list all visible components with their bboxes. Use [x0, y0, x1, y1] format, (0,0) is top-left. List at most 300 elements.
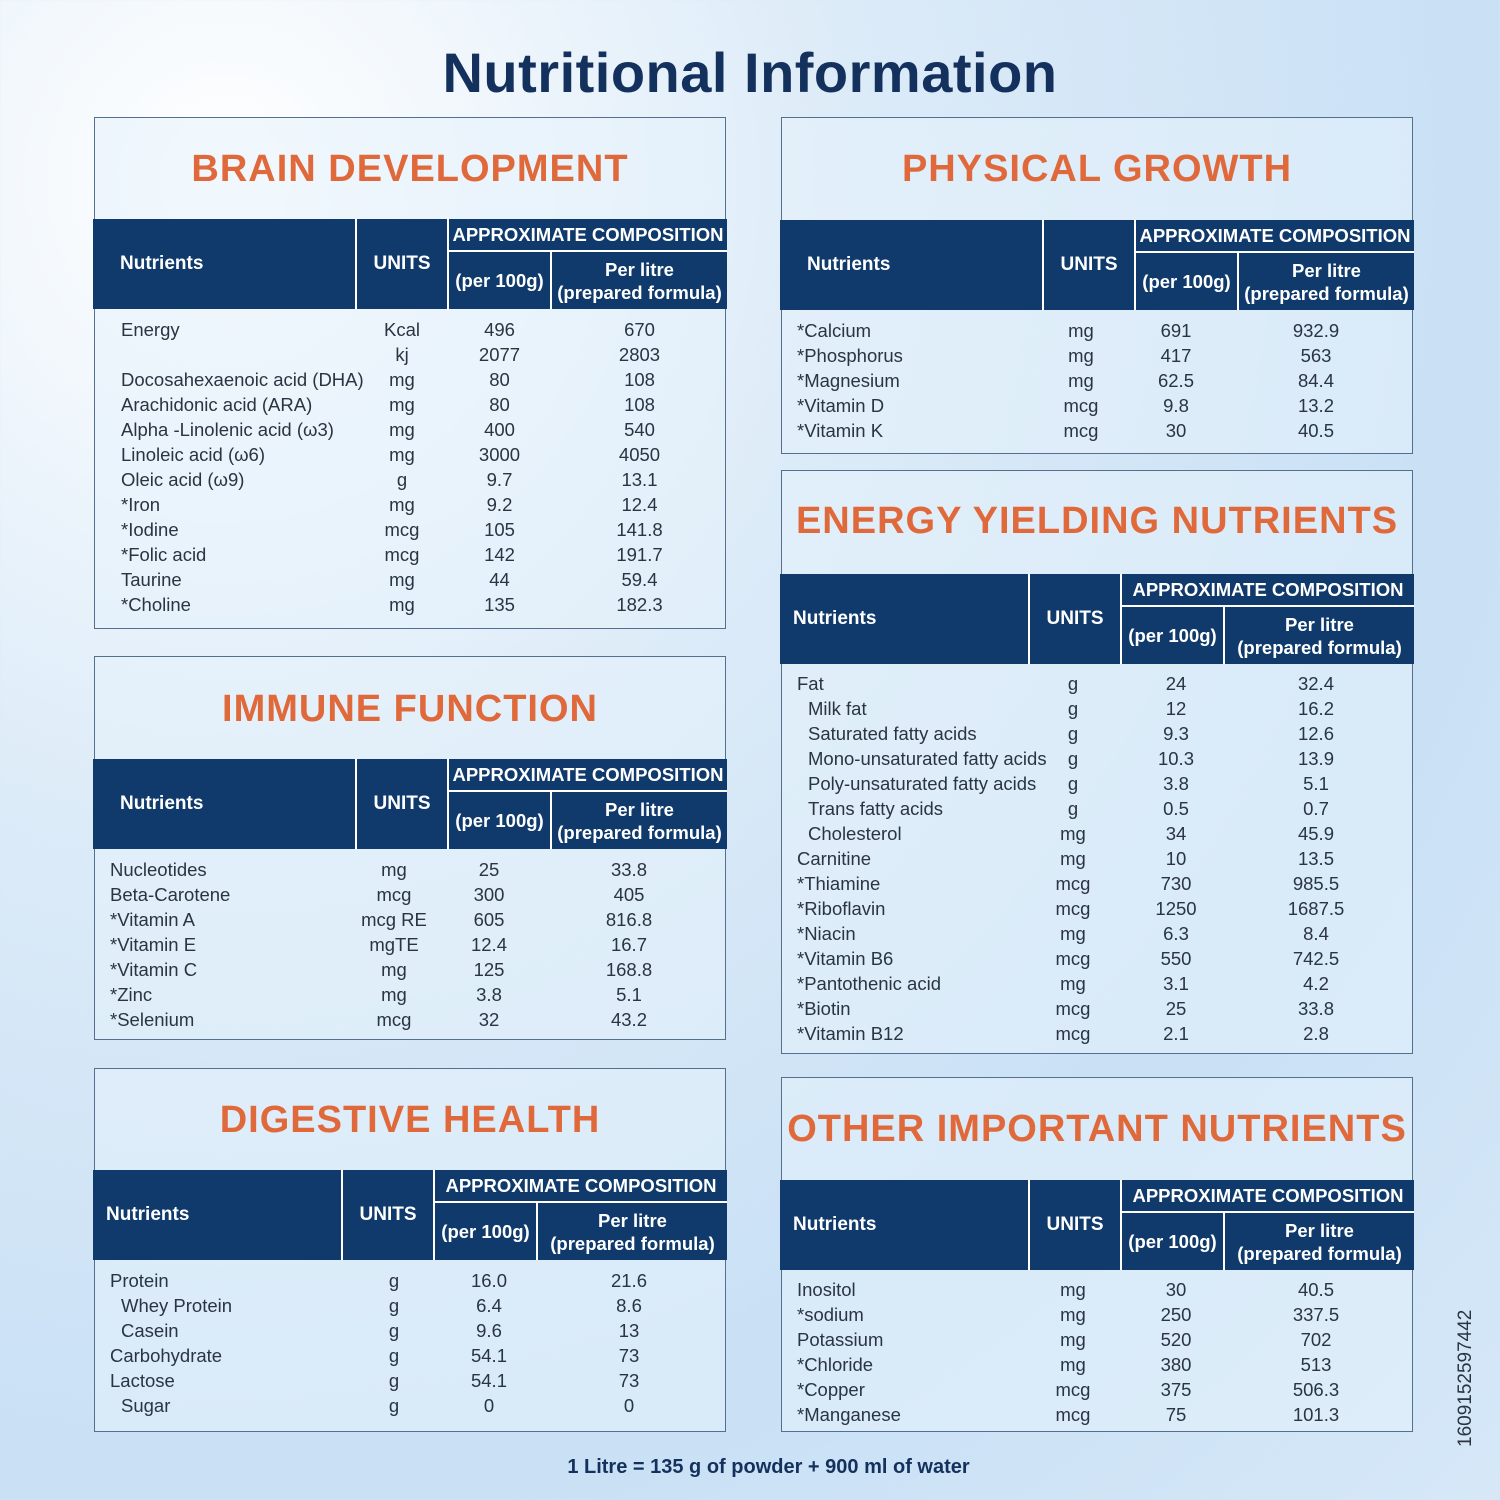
side-barcode-number: 1609152597442 [1455, 1310, 1476, 1448]
per100g-cell: 496 [484, 319, 515, 340]
unit-cell: mg [1060, 823, 1086, 844]
unit-cell: mg [389, 494, 415, 515]
unit-cell: mg [381, 859, 407, 880]
table-row [94, 909, 726, 934]
unit-cell: mg [1068, 345, 1094, 366]
per100g-cell: 605 [473, 909, 505, 930]
per100g-cell: 10 [1165, 848, 1187, 869]
table-row [94, 594, 726, 619]
perlitre-cell: 8.4 [1303, 923, 1329, 944]
header-perlitre-line2: (prepared formula) [1237, 636, 1402, 658]
nutrient-name: Docosahexaenoic acid (DHA) [121, 369, 364, 390]
per100g-cell: 32 [478, 1009, 500, 1030]
nutrient-name: Trans fatty acids [808, 798, 944, 819]
table-row [781, 1354, 1413, 1379]
nutrient-name: *Vitamin E [110, 934, 197, 955]
table-row [781, 1023, 1413, 1048]
nutrient-name: *Vitamin B6 [797, 948, 894, 969]
table-row [781, 798, 1413, 823]
table-row [94, 444, 726, 469]
table-row [781, 848, 1413, 873]
energy-yielding-title: ENERGY YIELDING NUTRIENTS [795, 500, 1399, 542]
unit-cell: mgTE [369, 934, 419, 955]
physical-growth-title: PHYSICAL GROWTH [901, 148, 1293, 190]
nutrient-name: Cholesterol [808, 823, 902, 844]
nutrient-name: Mono-unsaturated fatty acids [808, 748, 1047, 769]
table-row [781, 1404, 1413, 1429]
header-approx: APPROXIMATE COMPOSITION [447, 759, 727, 792]
table-row [94, 884, 726, 909]
per100g-cell: 3.8 [1163, 773, 1189, 794]
nutrient-name: *Choline [121, 594, 191, 615]
per100g-cell: 300 [473, 884, 505, 905]
table-row [94, 1395, 726, 1420]
table-row [781, 723, 1413, 748]
table-row [94, 1295, 726, 1320]
unit-cell: g [388, 1345, 400, 1366]
other-nutrients-title: OTHER IMPORTANT NUTRIENTS [787, 1108, 1407, 1150]
per100g-cell: 142 [484, 544, 515, 565]
table-row [94, 984, 726, 1009]
unit-cell: mcg [1063, 395, 1099, 416]
header-perlitre-line2: (prepared formula) [557, 281, 722, 303]
unit-cell: g [1067, 773, 1079, 794]
nutrient-name: *Vitamin B12 [797, 1023, 904, 1044]
nutrient-name: *Thiamine [797, 873, 881, 894]
header-units: UNITS [1028, 1180, 1120, 1270]
unit-cell: mcg [384, 519, 420, 540]
unit-cell: mcg [1055, 1404, 1091, 1425]
unit-cell: mcg [384, 544, 420, 565]
header-perlitre-line2: (prepared formula) [1237, 1242, 1402, 1264]
perlitre-cell: 43.2 [610, 1009, 647, 1030]
perlitre-cell: 13.5 [1297, 848, 1334, 869]
per100g-cell: 0.5 [1163, 798, 1189, 819]
table-row [94, 419, 726, 444]
nutrient-name: *Riboflavin [797, 898, 886, 919]
unit-cell: mcg [1055, 898, 1091, 919]
unit-cell: mg [389, 569, 415, 590]
nutrient-name: Casein [121, 1320, 179, 1341]
table-row [94, 1320, 726, 1345]
nutrient-name: *Niacin [797, 923, 856, 944]
unit-cell: mcg [1055, 1379, 1091, 1400]
unit-cell: mg [1060, 923, 1086, 944]
perlitre-cell: 40.5 [1297, 420, 1334, 441]
perlitre-cell: 13 [618, 1320, 640, 1341]
header-perlitre [550, 792, 727, 849]
table-row [94, 344, 726, 369]
per100g-cell: 12.4 [470, 934, 507, 955]
nutrient-name: *Zinc [110, 984, 153, 1005]
header-perlitre-line1: Per litre [605, 258, 674, 280]
digestive-table-body [94, 1270, 726, 1420]
header-units: UNITS [1028, 574, 1120, 664]
perlitre-cell: 13.9 [1297, 748, 1334, 769]
nutrient-name: Taurine [121, 569, 182, 590]
per100g-cell: 34 [1165, 823, 1187, 844]
unit-cell: mcg [1055, 1023, 1091, 1044]
unit-cell: mg [1060, 848, 1086, 869]
per100g-cell: 54.1 [470, 1345, 507, 1366]
header-perlitre-line2: (prepared formula) [1244, 282, 1409, 304]
perlitre-cell: 932.9 [1292, 320, 1340, 341]
per100g-cell: 24 [1165, 673, 1187, 694]
nutrient-name: Beta-Carotene [110, 884, 231, 905]
table-row [94, 959, 726, 984]
unit-cell: mcg [1055, 948, 1091, 969]
perlitre-cell: 16.2 [1297, 698, 1334, 719]
per100g-cell: 520 [1160, 1329, 1192, 1350]
table-row [94, 569, 726, 594]
digestive-health-title: DIGESTIVE HEALTH [219, 1099, 601, 1141]
header-perlitre-line1: Per litre [605, 798, 674, 820]
table-row [781, 1304, 1413, 1329]
header-perlitre-line1: Per litre [598, 1209, 667, 1231]
unit-cell: mg [389, 444, 415, 465]
perlitre-cell: 670 [624, 319, 655, 340]
physical-table-body [781, 320, 1413, 445]
per100g-cell: 730 [1160, 873, 1192, 894]
perlitre-cell: 13.2 [1297, 395, 1334, 416]
perlitre-cell: 337.5 [1292, 1304, 1340, 1325]
table-row [94, 369, 726, 394]
per100g-cell: 0 [483, 1395, 495, 1416]
per100g-cell: 550 [1160, 948, 1192, 969]
table-row [781, 345, 1413, 370]
header-perlitre-line2: (prepared formula) [550, 1232, 715, 1254]
perlitre-cell: 84.4 [1297, 370, 1334, 391]
unit-cell: mg [389, 369, 415, 390]
nutrient-name: Milk fat [808, 698, 867, 719]
table-row [781, 823, 1413, 848]
brain-table-header [93, 219, 727, 309]
header-approx: APPROXIMATE COMPOSITION [447, 219, 727, 252]
per100g-cell: 375 [1160, 1379, 1192, 1400]
nutrient-name: *Vitamin K [797, 420, 884, 441]
per100g-cell: 3.8 [476, 984, 502, 1005]
nutrient-name: Linoleic acid (ω6) [121, 444, 266, 465]
header-units: UNITS [355, 219, 447, 309]
table-row [94, 934, 726, 959]
nutrient-name: *Vitamin D [797, 395, 885, 416]
perlitre-cell: 8.6 [616, 1295, 642, 1316]
nutrient-name: Energy [121, 319, 180, 340]
perlitre-cell: 4050 [618, 444, 661, 465]
perlitre-cell: 32.4 [1297, 673, 1334, 694]
table-row [781, 998, 1413, 1023]
unit-cell: mcg [1055, 998, 1091, 1019]
table-row [781, 320, 1413, 345]
perlitre-cell: 506.3 [1292, 1379, 1340, 1400]
nutrient-name: *Vitamin C [110, 959, 198, 980]
unit-cell: mg [1060, 973, 1086, 994]
perlitre-cell: 33.8 [1297, 998, 1334, 1019]
perlitre-cell: 12.4 [621, 494, 658, 515]
header-nutrients: Nutrients [106, 1204, 190, 1225]
per100g-cell: 10.3 [1157, 748, 1194, 769]
table-row [94, 544, 726, 569]
header-nutrients: Nutrients [793, 1214, 877, 1235]
nutrient-name: *Calcium [797, 320, 872, 341]
unit-cell: g [388, 1395, 400, 1416]
per100g-cell: 44 [489, 569, 510, 590]
nutrient-name: Inositol [797, 1279, 856, 1300]
per100g-cell: 417 [1160, 345, 1192, 366]
nutrient-name: Sugar [121, 1395, 171, 1416]
per100g-cell: 80 [489, 369, 510, 390]
perlitre-cell: 13.1 [621, 469, 658, 490]
unit-cell: Kcal [384, 319, 420, 340]
unit-cell: g [1067, 748, 1079, 769]
unit-cell: mcg [1055, 873, 1091, 894]
header-perlitre [550, 252, 727, 309]
nutrient-name: Protein [110, 1270, 169, 1291]
unit-cell: mg [1060, 1279, 1086, 1300]
unit-cell: g [1067, 698, 1079, 719]
header-approx: APPROXIMATE COMPOSITION [433, 1170, 727, 1203]
nutrient-name: Whey Protein [121, 1295, 233, 1316]
table-row [781, 748, 1413, 773]
per100g-cell: 691 [1160, 320, 1192, 341]
perlitre-cell: 141.8 [616, 519, 663, 540]
perlitre-cell: 108 [624, 394, 655, 415]
immune-table-body [94, 859, 726, 1034]
unit-cell: mg [389, 394, 415, 415]
per100g-cell: 380 [1160, 1354, 1192, 1375]
page-title: Nutritional Information [442, 41, 1058, 104]
table-row [781, 1279, 1413, 1304]
header-perlitre-line1: Per litre [1285, 1219, 1354, 1241]
header-units: UNITS [355, 759, 447, 849]
per100g-cell: 9.7 [486, 469, 513, 490]
header-perlitre [1237, 253, 1414, 310]
table-row [781, 370, 1413, 395]
perlitre-cell: 2.8 [1303, 1023, 1329, 1044]
unit-cell: mg [1068, 370, 1094, 391]
nutrient-name: *Copper [797, 1379, 865, 1400]
footer-note: 1 Litre = 135 g of powder + 900 ml of water [567, 1456, 970, 1478]
header-perlitre [1223, 607, 1414, 664]
header-units: UNITS [341, 1170, 433, 1260]
perlitre-cell: 40.5 [1297, 1279, 1334, 1300]
perlitre-cell: 5.1 [616, 984, 642, 1005]
per100g-cell: 9.8 [1163, 395, 1189, 416]
header-perlitre-line1: Per litre [1292, 259, 1361, 281]
nutrient-name: Carbohydrate [110, 1345, 223, 1366]
per100g-cell: 2.1 [1163, 1023, 1189, 1044]
perlitre-cell: 985.5 [1292, 873, 1340, 894]
table-row [94, 494, 726, 519]
header-nutrients: Nutrients [807, 254, 891, 275]
brain-development-title: BRAIN DEVELOPMENT [191, 148, 629, 190]
perlitre-cell: 2803 [618, 344, 661, 365]
perlitre-cell: 12.6 [1297, 723, 1334, 744]
unit-cell: g [388, 1270, 400, 1291]
perlitre-cell: 702 [1300, 1329, 1332, 1350]
perlitre-cell: 742.5 [1292, 948, 1340, 969]
table-row [781, 973, 1413, 998]
perlitre-cell: 59.4 [621, 569, 658, 590]
nutrient-name: Saturated fatty acids [808, 723, 977, 744]
table-row [781, 873, 1413, 898]
table-row [781, 923, 1413, 948]
table-row [781, 1379, 1413, 1404]
per100g-cell: 125 [473, 959, 505, 980]
unit-cell: mg [1060, 1329, 1086, 1350]
unit-cell: mcg [1063, 420, 1099, 441]
header-per100g: (per 100g) [433, 1203, 536, 1260]
nutrient-name: Lactose [110, 1370, 175, 1391]
nutrient-name: Poly-unsaturated fatty acids [808, 773, 1037, 794]
perlitre-cell: 513 [1300, 1354, 1332, 1375]
nutrient-name: *Selenium [110, 1009, 195, 1030]
unit-cell: kj [395, 344, 409, 365]
table-row [781, 420, 1413, 445]
header-per100g: (per 100g) [1134, 253, 1237, 310]
unit-cell: g [388, 1295, 400, 1316]
header-approx: APPROXIMATE COMPOSITION [1120, 1180, 1414, 1213]
perlitre-cell: 33.8 [610, 859, 647, 880]
table-row [781, 1329, 1413, 1354]
per100g-cell: 9.6 [476, 1320, 502, 1341]
header-per100g: (per 100g) [1120, 607, 1223, 664]
per100g-cell: 6.4 [476, 1295, 502, 1316]
energy-table-header [780, 574, 1414, 664]
unit-cell: mg [1060, 1354, 1086, 1375]
table-row [781, 773, 1413, 798]
table-row [781, 673, 1413, 698]
unit-cell: g [1067, 673, 1079, 694]
perlitre-cell: 168.8 [605, 959, 653, 980]
perlitre-cell: 16.7 [610, 934, 647, 955]
nutrient-name: Oleic acid (ω9) [121, 469, 245, 490]
unit-cell: g [1067, 723, 1079, 744]
nutrient-name: *Folic acid [121, 544, 207, 565]
physical-table-header [780, 220, 1414, 310]
unit-cell: mcg [376, 1009, 412, 1030]
table-row [781, 395, 1413, 420]
table-row [781, 948, 1413, 973]
table-row [94, 394, 726, 419]
header-approx: APPROXIMATE COMPOSITION [1120, 574, 1414, 607]
table-row [781, 698, 1413, 723]
per100g-cell: 105 [484, 519, 515, 540]
nutrient-name: *sodium [797, 1304, 864, 1325]
perlitre-cell: 563 [1300, 345, 1332, 366]
unit-cell: mg [1060, 1304, 1086, 1325]
header-per100g: (per 100g) [1120, 1213, 1223, 1270]
per100g-cell: 9.2 [486, 494, 513, 515]
nutrient-name: Arachidonic acid (ARA) [121, 394, 313, 415]
header-units: UNITS [1042, 220, 1134, 310]
per100g-cell: 3.1 [1163, 973, 1189, 994]
table-row [94, 319, 726, 344]
nutrient-name: Alpha -Linolenic acid (ω3) [121, 419, 334, 440]
per100g-cell: 75 [1165, 1404, 1187, 1425]
per100g-cell: 12 [1165, 698, 1187, 719]
unit-cell: mcg RE [361, 909, 427, 930]
table-row [781, 898, 1413, 923]
unit-cell: g [388, 1370, 400, 1391]
nutrient-name: Potassium [797, 1329, 884, 1350]
per100g-cell: 6.3 [1163, 923, 1189, 944]
perlitre-cell: 73 [618, 1370, 640, 1391]
header-nutrients: Nutrients [793, 608, 877, 629]
immune-function-title: IMMUNE FUNCTION [222, 688, 598, 730]
other-table-body [781, 1279, 1413, 1429]
perlitre-cell: 1687.5 [1287, 898, 1345, 919]
unit-cell: mg [389, 594, 415, 615]
nutrient-name: *Chloride [797, 1354, 874, 1375]
perlitre-cell: 405 [613, 884, 645, 905]
perlitre-cell: 4.2 [1303, 973, 1329, 994]
header-perlitre-line1: Per litre [1285, 613, 1354, 635]
nutrient-name: *Magnesium [797, 370, 900, 391]
table-row [94, 1345, 726, 1370]
perlitre-cell: 108 [624, 369, 655, 390]
perlitre-cell: 101.3 [1292, 1404, 1340, 1425]
perlitre-cell: 191.7 [616, 544, 663, 565]
per100g-cell: 1250 [1155, 898, 1197, 919]
per100g-cell: 54.1 [470, 1370, 507, 1391]
per100g-cell: 16.0 [470, 1270, 507, 1291]
other-table-header [780, 1180, 1414, 1270]
unit-cell: mg [381, 984, 407, 1005]
table-row [94, 859, 726, 884]
table-row [94, 1009, 726, 1034]
nutrient-name: *Iron [121, 494, 161, 515]
per100g-cell: 9.3 [1163, 723, 1189, 744]
table-row [94, 1370, 726, 1395]
unit-cell: mg [1068, 320, 1094, 341]
nutrient-name: *Pantothenic acid [797, 973, 941, 994]
per100g-cell: 400 [484, 419, 515, 440]
per100g-cell: 2077 [478, 344, 521, 365]
header-perlitre [536, 1203, 727, 1260]
nutrient-name: *Vitamin A [110, 909, 196, 930]
unit-cell: g [388, 1320, 400, 1341]
perlitre-cell: 73 [618, 1345, 640, 1366]
per100g-cell: 3000 [478, 444, 521, 465]
per100g-cell: 80 [489, 394, 510, 415]
per100g-cell: 135 [484, 594, 515, 615]
table-row [94, 1270, 726, 1295]
per100g-cell: 62.5 [1157, 370, 1194, 391]
header-nutrients: Nutrients [120, 793, 204, 814]
nutrient-name: *Phosphorus [797, 345, 903, 366]
brain-table-body [94, 319, 726, 619]
perlitre-cell: 45.9 [1297, 823, 1334, 844]
table-row [94, 519, 726, 544]
nutrient-name: Nucleotides [110, 859, 207, 880]
unit-cell: mg [389, 419, 415, 440]
header-nutrients: Nutrients [120, 253, 204, 274]
nutrient-name: *Iodine [121, 519, 179, 540]
nutrient-name: Fat [797, 673, 824, 694]
digestive-table-header [93, 1170, 727, 1260]
per100g-cell: 25 [1165, 998, 1187, 1019]
per100g-cell: 30 [1165, 1279, 1187, 1300]
per100g-cell: 25 [478, 859, 500, 880]
perlitre-cell: 816.8 [605, 909, 653, 930]
unit-cell: mcg [376, 884, 412, 905]
perlitre-cell: 0.7 [1303, 798, 1329, 819]
nutrient-name: Carnitine [797, 848, 872, 869]
header-per100g: (per 100g) [447, 252, 550, 309]
perlitre-cell: 5.1 [1303, 773, 1329, 794]
unit-cell: g [396, 469, 408, 490]
